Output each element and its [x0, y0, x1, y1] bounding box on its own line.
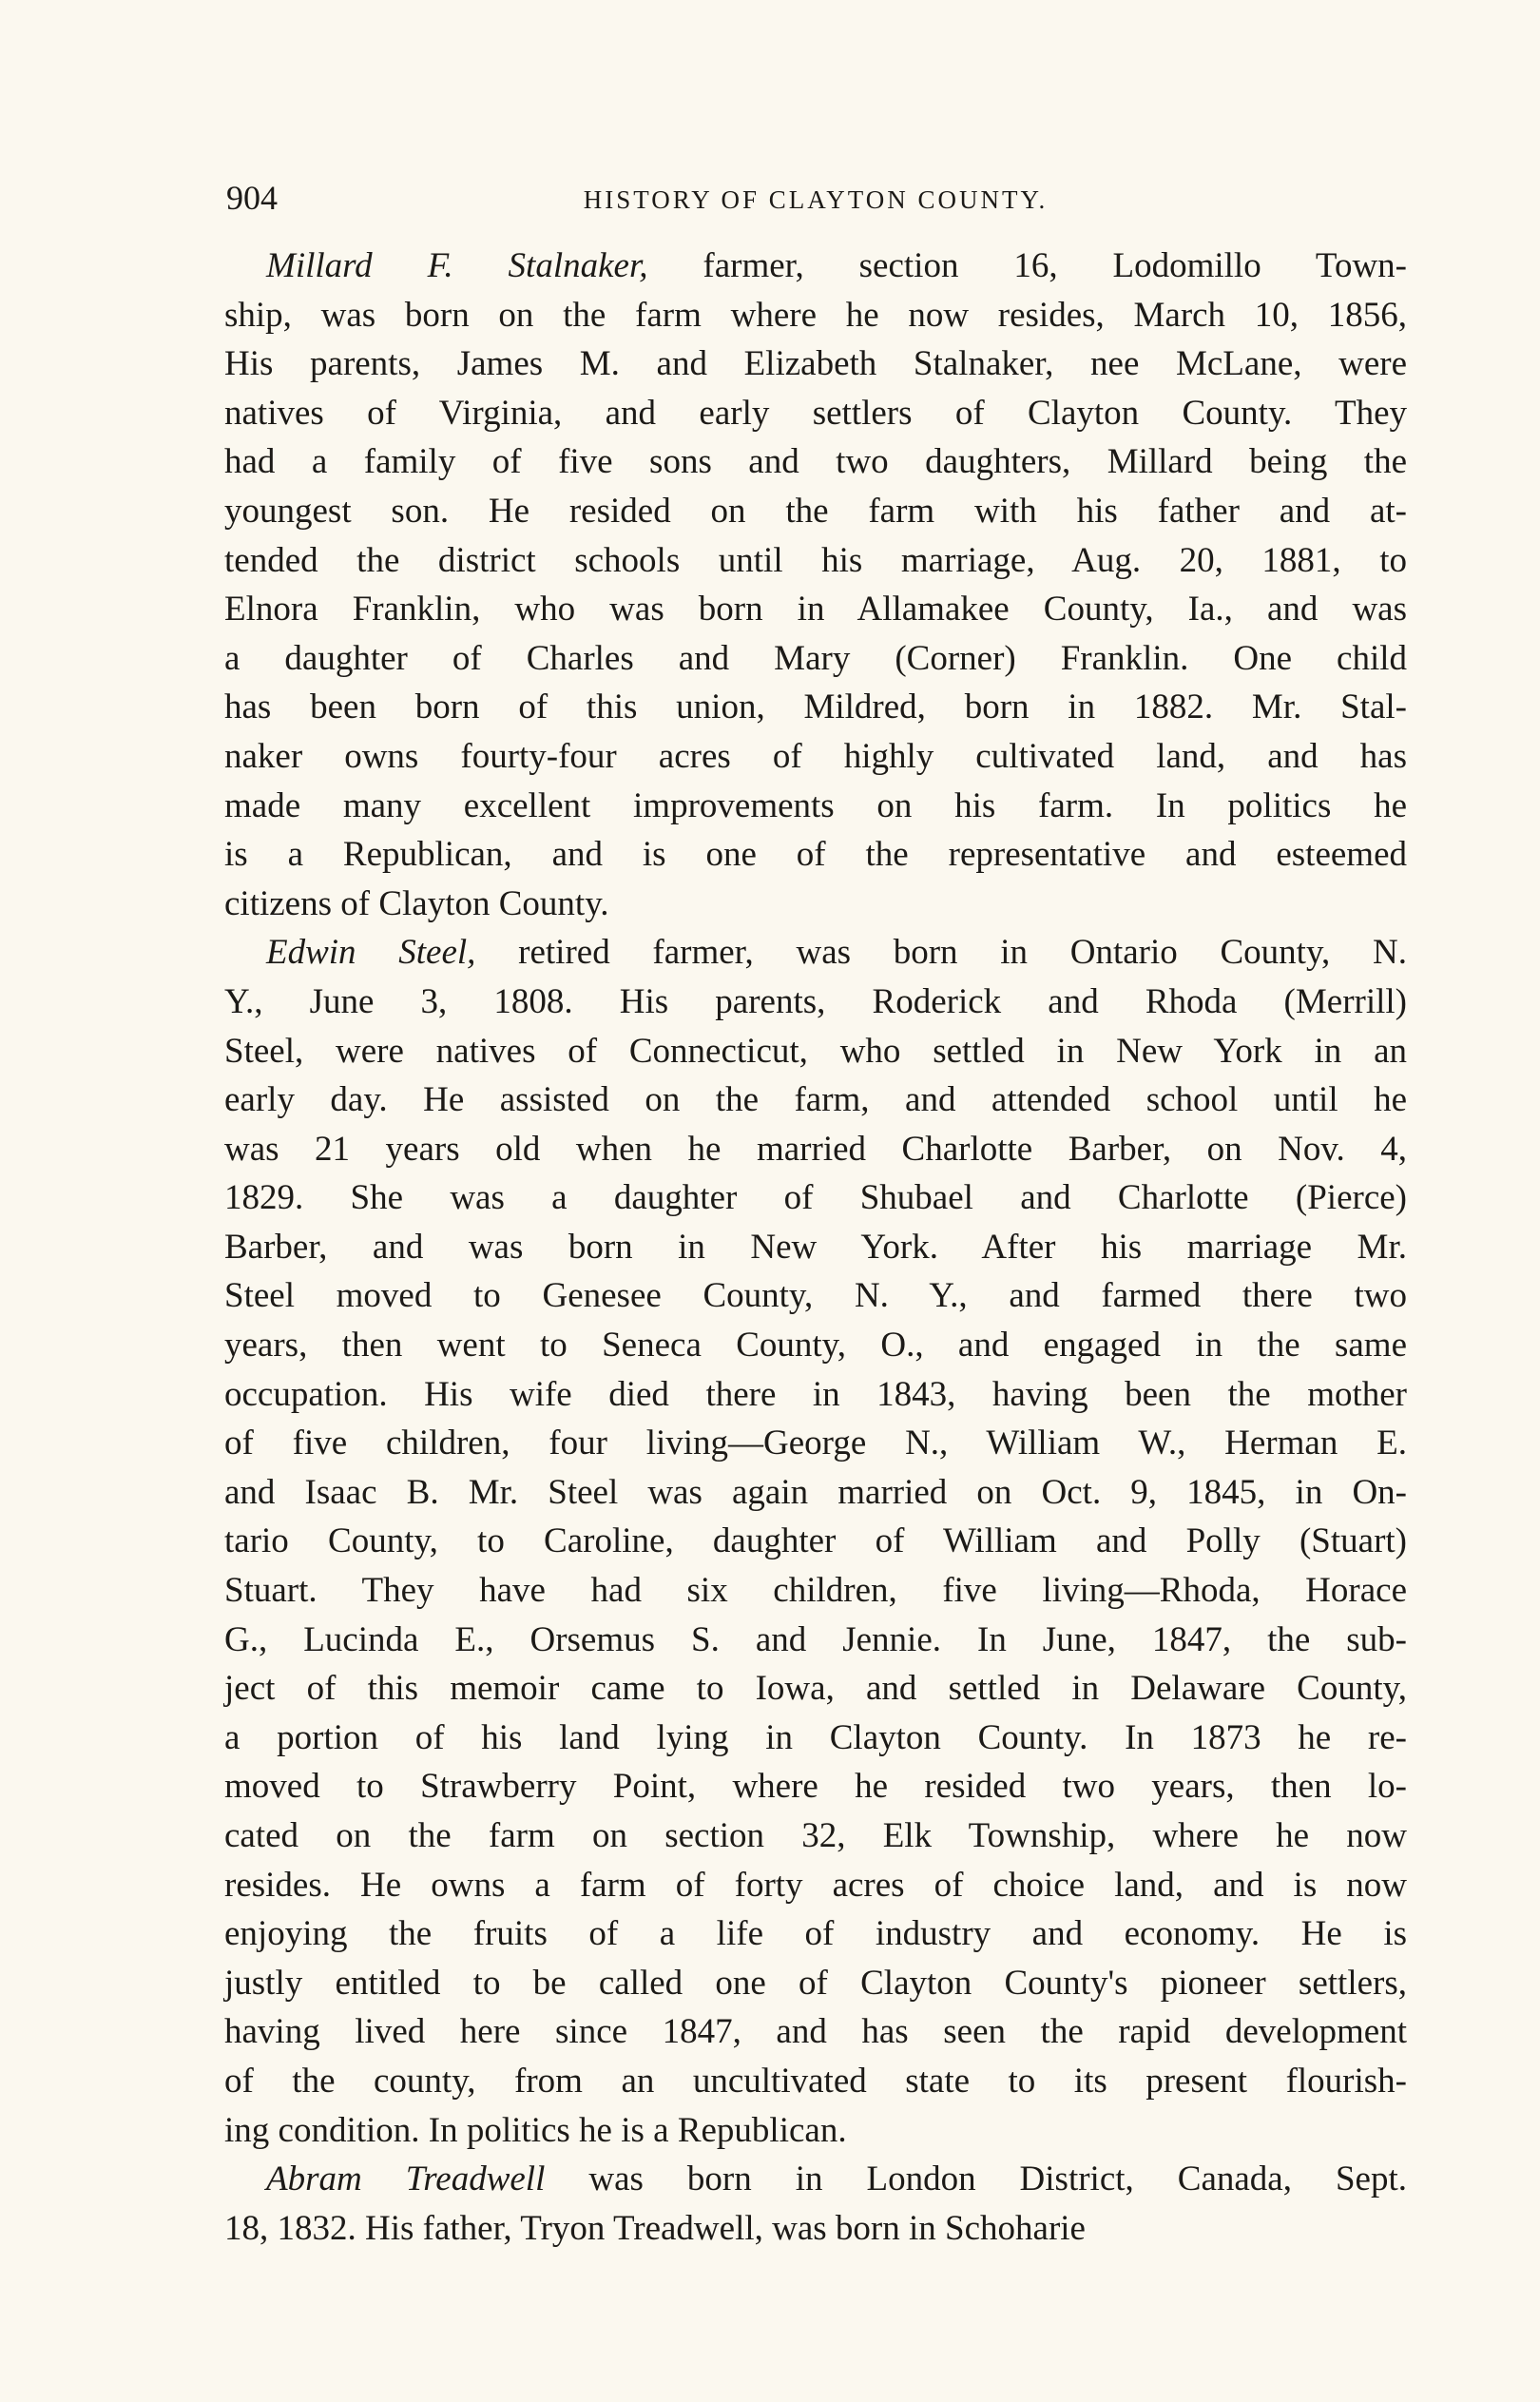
- line-text: had a family of five sons and two daughters, Millard being the: [224, 442, 1407, 482]
- line-text: naker owns fourty-four acres of highly cultivated land, and has: [224, 736, 1407, 776]
- text-line: [224, 389, 1407, 438]
- line-text: cated on the farm on section 32, Elk Township, where he now: [224, 1816, 1407, 1855]
- text-line: [224, 1909, 1407, 1959]
- text-line: [224, 1419, 1407, 1468]
- text-line: [224, 880, 1407, 929]
- paragraph: [224, 242, 1407, 928]
- text-line: [224, 2057, 1407, 2106]
- text-line: [224, 2007, 1407, 2057]
- text-line: [224, 437, 1407, 487]
- line-text: Y., June 3, 1808. His parents, Roderick and Rhoda (Merrill): [224, 981, 1407, 1021]
- subject-name: Millard F. Stalnaker,: [266, 246, 648, 285]
- line-text: Steel moved to Genesee County, N. Y., and farmed there two: [224, 1276, 1407, 1316]
- line-text: retired farmer, was born in Ontario County, N.: [475, 933, 1407, 973]
- text-line: [224, 1762, 1407, 1811]
- subject-name: Edwin Steel,: [266, 933, 476, 973]
- text-line: [224, 1321, 1407, 1370]
- text-line: [224, 2204, 1407, 2254]
- text-line: [224, 634, 1407, 684]
- text-line: [224, 242, 1407, 291]
- line-text: tario County, to Caroline, daughter of William and Polly (Stuart): [224, 1521, 1407, 1561]
- paragraph: [224, 2155, 1407, 2253]
- text-line: [224, 782, 1407, 831]
- line-text: occupation. His wife died there in 1843, having been the mother: [224, 1374, 1407, 1414]
- line-text: G., Lucinda E., Orsemus S. and Jennie. In June, 1847, the sub-: [224, 1619, 1407, 1659]
- text-line: [224, 2155, 1407, 2204]
- text-line: [224, 1271, 1407, 1321]
- line-text: His parents, James M. and Elizabeth Stalnaker, nee McLane, were: [224, 344, 1407, 384]
- text-line: [224, 536, 1407, 586]
- text-line: [224, 1223, 1407, 1272]
- text-line: [224, 1173, 1407, 1223]
- header-title: HISTORY OF CLAYTON COUNTY.: [583, 185, 1049, 214]
- line-text: Elnora Franklin, who was born in Allamakee County, Ia., and was: [224, 590, 1407, 630]
- text-line: [224, 1714, 1407, 1763]
- text-line: [224, 1861, 1407, 1910]
- line-text: ship, was born on the farm where he now resides, March 10, 1856,: [224, 295, 1407, 335]
- page-number: 904: [226, 179, 278, 217]
- line-text: is a Republican, and is one of the representative and esteemed: [224, 835, 1407, 875]
- line-text: was born in London District, Canada, Sept.: [545, 2160, 1407, 2199]
- text-line: [224, 1566, 1407, 1616]
- text-line: [224, 732, 1407, 782]
- line-text: enjoying the fruits of a life of industry and economy. He is: [224, 1914, 1407, 1954]
- text-line: [224, 585, 1407, 634]
- line-text: youngest son. He resided on the farm with his father and at-: [224, 491, 1407, 531]
- text-line: [224, 1370, 1407, 1420]
- text-line: [224, 1811, 1407, 1861]
- line-text: Steel, were natives of Connecticut, who settled in New York in an: [224, 1031, 1407, 1071]
- text-line: [224, 1517, 1407, 1566]
- line-text: farmer, section 16, Lodomillo Town-: [647, 246, 1407, 285]
- line-text: Barber, and was born in New York. After his marriage Mr.: [224, 1227, 1407, 1267]
- body-text: [224, 242, 1407, 2253]
- line-text: made many excellent improvements on his farm. In politics he: [224, 785, 1407, 825]
- line-text: has been born of this union, Mildred, born in 1882. Mr. Stal-: [224, 688, 1407, 727]
- line-text: early day. He assisted on the farm, and attended school until he: [224, 1080, 1407, 1120]
- text-line: [224, 1664, 1407, 1714]
- line-text: of five children, four living—George N., William W., Herman E.: [224, 1424, 1407, 1463]
- line-text: 18, 1832. His father, Tryon Treadwell, was born in Schoharie: [224, 2208, 1086, 2248]
- text-line: [224, 1959, 1407, 2008]
- line-text: ject of this memoir came to Iowa, and settled in Delaware County,: [224, 1669, 1407, 1709]
- text-line: [224, 1027, 1407, 1076]
- line-text: natives of Virginia, and early settlers of Clayton County. They: [224, 393, 1407, 433]
- line-text: years, then went to Seneca County, O., and engaged in the same: [224, 1326, 1407, 1366]
- line-text: moved to Strawberry Point, where he resided two years, then lo-: [224, 1767, 1407, 1807]
- text-line: [224, 683, 1407, 732]
- line-text: a daughter of Charles and Mary (Corner) Franklin. One child: [224, 638, 1407, 678]
- line-text: of the county, from an uncultivated state to its present flourish-: [224, 2061, 1407, 2101]
- line-text: justly entitled to be called one of Clayton County's pioneer settlers,: [224, 1963, 1407, 2003]
- text-line: [224, 830, 1407, 880]
- running-head: [226, 177, 1405, 219]
- text-line: [224, 339, 1407, 389]
- line-text: and Isaac B. Mr. Steel was again married on Oct. 9, 1845, in On-: [224, 1472, 1407, 1512]
- text-line: [224, 487, 1407, 536]
- line-text: Stuart. They have had six children, five living—Rhoda, Horace: [224, 1571, 1407, 1611]
- text-line: [224, 2106, 1407, 2156]
- line-text: a portion of his land lying in Clayton County. In 1873 he re-: [224, 1717, 1407, 1757]
- text-line: [224, 1075, 1407, 1125]
- text-line: [224, 1125, 1407, 1174]
- line-text: tended the district schools until his marriage, Aug. 20, 1881, to: [224, 540, 1407, 580]
- text-line: [224, 1468, 1407, 1518]
- line-text: 1829. She was a daughter of Shubael and Charlotte (Pierce): [224, 1178, 1407, 1218]
- text-line: [224, 291, 1407, 340]
- subject-name: Abram Treadwell: [266, 2160, 546, 2199]
- line-text: resides. He owns a farm of forty acres of choice land, and is now: [224, 1865, 1407, 1905]
- text-line: [224, 928, 1407, 978]
- line-text: was 21 years old when he married Charlotte Barber, on Nov. 4,: [224, 1129, 1407, 1169]
- paragraph: [224, 928, 1407, 2155]
- line-text: having lived here since 1847, and has seen the rapid development: [224, 2012, 1407, 2052]
- line-text: citizens of Clayton County.: [224, 883, 609, 923]
- text-line: [224, 1616, 1407, 1665]
- line-text: ing condition. In politics he is a Republican.: [224, 2110, 847, 2150]
- text-line: [224, 978, 1407, 1027]
